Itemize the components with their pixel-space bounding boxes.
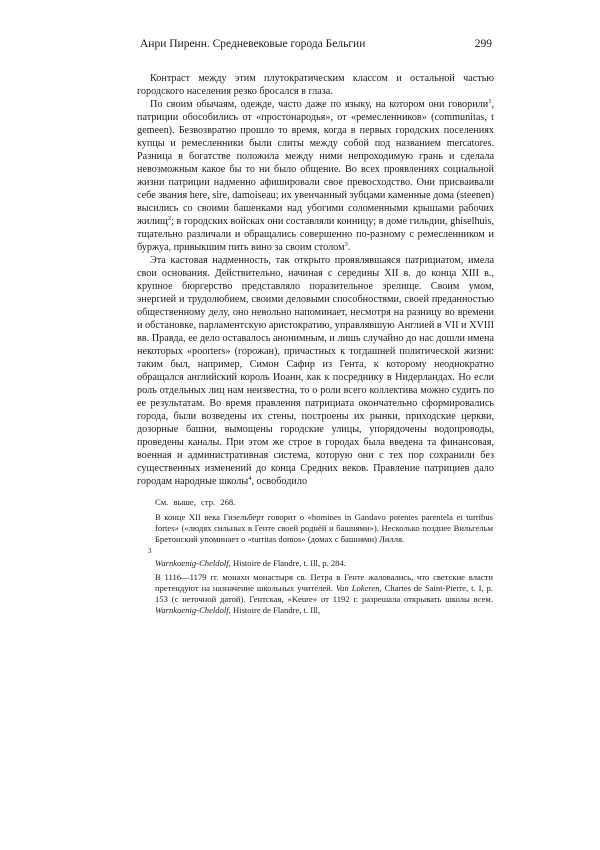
- paragraph-3: [137, 254, 494, 488]
- footnote-4-part-a: В 1116—1179 гг. монахи монастыря св. Петра в Генте жаловались, что светские власти претендуют на назначение школьных учителей.: [155, 572, 493, 593]
- paragraph-2-part-d: .: [347, 242, 351, 253]
- footnote-3-author: Warnkoenig-Cheldolf,: [155, 558, 231, 568]
- footnote-3: [155, 558, 493, 569]
- footnotes: [148, 497, 493, 616]
- footnote-ref-2: 2: [167, 215, 172, 222]
- footnote-4: [155, 572, 493, 616]
- paragraph-2: [137, 98, 494, 254]
- paragraph-1: [137, 72, 494, 98]
- footnote-4-author-2: Warnkoenig-Cheldolf,: [155, 605, 231, 615]
- paragraph-3-part-a: Эта кастовая надменность, так открыто проявлявшаяся патрициатом, имела свои основания. Действительно, начиная с середины XII в. до конца XIII в., крупное бюргерство представляло поразительное зрелище. Своим умом, энергией и трудолюбием, своими деловыми способностями, своей преданностью общественному делу, оно невольно напоминает, несмотря на разницу во времени и обстановке, парламентскую аристократию, управлявшую Англией в VII и XVIII вв. Правда, ее дело оставалось анонимным, и лишь случайно до нас дошли имена некоторых «poorters» (горожан), причастных к тогдашней политической жизни: таким был, например, Симон Сафир из Гента, к которому неоднократно обращался английский король Иоанн, как к посреднику в Нидерландах. Но если роль отдельных лиц нам неизвестна, то о роли всего коллектива можно судить по ее результатам. Во время правления патрициата окончательно сформировались города, были возведены их стены, построены их рынки, приходские церкви, дозорные башни, вымощены городские улицы, упорядочены водопроводы, проведены каналы. При этом же строе в городах была введена та финансовая, военная и административная система, которую они с тех пор сохранили без существенных изменений до конца Средних веков. Правление патрициев дало городам народные школы: [137, 255, 494, 487]
- footnote-3-marker: 3: [148, 547, 152, 555]
- footnote-2: В конце XII века Гизельберт говорит о «homines in Gandavo potentes parentela et turribus fortes» («людях сильных в Генте своей роднëй и башнями»). Несколько позднее Вильгельм Бретонский упоминает о «turritas domos» (домах с башнями) Лилля.: [155, 512, 493, 544]
- footnote-3-text: Histoire de Flandre, t. Ill, p. 284.: [230, 558, 346, 568]
- body-text: [137, 72, 494, 488]
- footnote-ref-3: 3: [344, 241, 348, 248]
- paragraph-2-part-c: ; в городских войсках они составляли конницу; в доме гильдии, ghiselhuis, тщательно различали и обращались совершенно по-разному с ремесленником и буржуа, привыкшим пить вино за своим столом: [137, 216, 494, 253]
- paragraph-2-part-b: , патриции обособились от «простонародья», от «ремесленников» (communitas, t gemeen). Безвозвратно прошло то время, когда в первых городских поселениях купцы и ремесленники были слиты между собой под названием mercatores. Разница в богатстве положила между ними непроходимую грань и сделала невозможным какое бы то ни было общение. Во всех проявлениях социальной жизни патриции надменно афишировали свое превосходство. Они присваивали себе звания here, sire, damoiseau; их увенчанный зубцами каменные дома (steenen) высились со своими башенками над убогими соломенными крышами рабочих жилищ: [137, 99, 494, 227]
- footnote-4-author-1: Van Lokeren,: [335, 583, 382, 593]
- footnote-ref-4: 4: [248, 475, 252, 482]
- running-title: Анри Пиренн. Средневековые города Бельгии: [140, 38, 366, 50]
- footnote-1: См. выше, стр. 268.: [155, 497, 236, 507]
- footnote-4-part-b: Chartes de Saint-Pierre, t. I, p. 153 (с неточной датой). Гентская, «Keure» от 1192 г. разрешала открывать школы всем.: [155, 583, 493, 604]
- footnote-ref-1: 1: [488, 98, 492, 105]
- paragraph-3-part-b: , освободило: [251, 476, 308, 487]
- page-number: 299: [474, 38, 492, 50]
- footnote-4-part-c: Histoire de Flandre, t. Ill,: [230, 605, 321, 615]
- paragraph-2-part-a: По своим обычаям, одежде, часто даже по языку, на котором они говорили: [150, 99, 489, 110]
- paragraph-1-text: Контраст между этим плутократическим классом и остальной частью городского населения резко бросался в глаза.: [137, 73, 494, 97]
